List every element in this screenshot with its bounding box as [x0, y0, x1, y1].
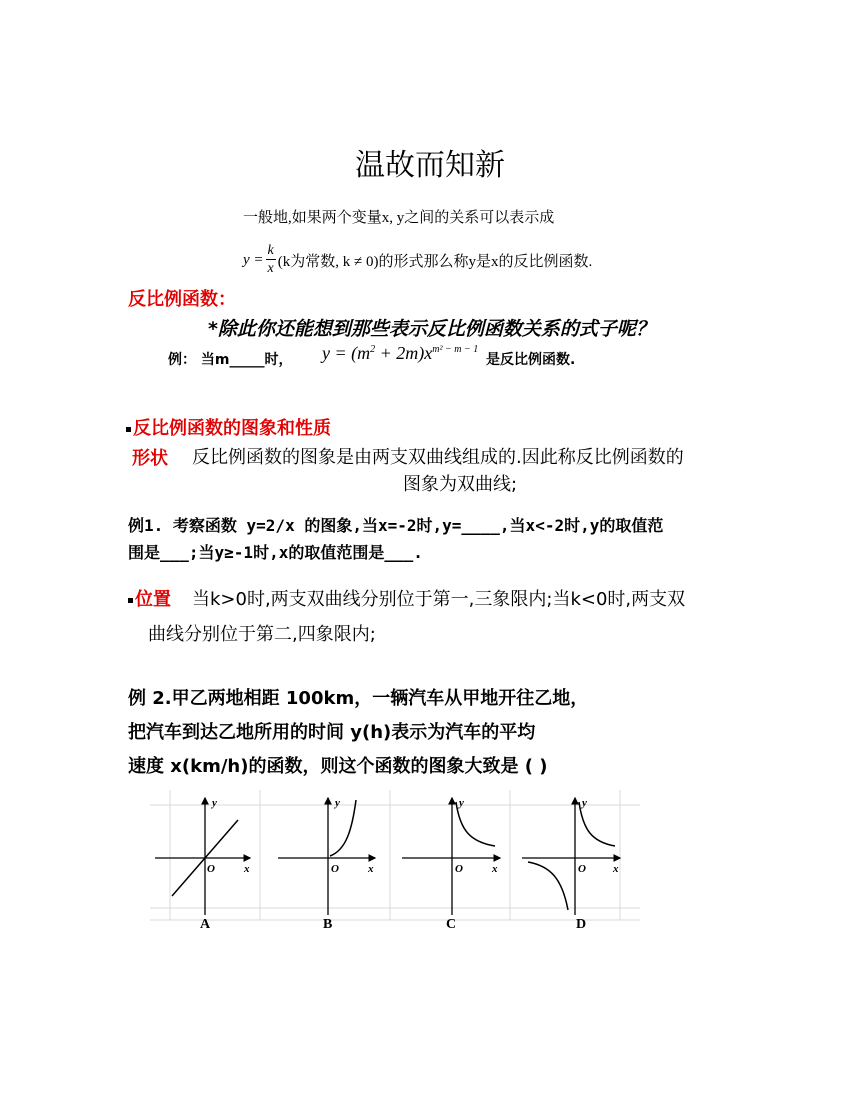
- example1-line-1: 例1. 考察函数 y=2/x 的图象,当x=-2时,y=____,当x<-2时,y的取值范: [128, 516, 664, 535]
- example2-line-1: 例 2.甲乙两地相距 100km，一辆汽车从甲地开往乙地，: [128, 688, 589, 709]
- answer-graphs: [150, 790, 640, 935]
- example1-line-2: 围是___;当y≥-1时,x的取值范围是___.: [128, 543, 423, 562]
- fraction-denominator: x: [267, 261, 274, 276]
- formula-mid: + 2m)x: [375, 343, 433, 363]
- shape-label: 形状: [132, 448, 168, 469]
- graph-b-y-label: y: [335, 797, 340, 809]
- graph-d-curve-2: [528, 862, 568, 910]
- shape-text-line-1: 反比例函数的图象是由两支双曲线组成的.因此称反比例函数的: [192, 447, 684, 468]
- graph-a-x-label: x: [244, 863, 250, 875]
- graph-d-x-label: x: [613, 863, 619, 875]
- graph-label-c: C: [446, 917, 457, 932]
- graph-c-y-label: y: [459, 797, 464, 809]
- definition-tail: 的形式那么称y是x的反比例函数.: [378, 253, 593, 270]
- example2-line-2: 把汽车到达乙地所用的时间 y(h)表示为汽车的平均: [128, 722, 536, 743]
- position-text-line-1: 当k>0时,两支双曲线分别位于第一,三象限内;当k<0时,两支双: [192, 589, 686, 610]
- position-label: [128, 585, 171, 611]
- graph-b-curve: [330, 800, 356, 856]
- example0-formula: [322, 343, 478, 364]
- formula-square: 2: [370, 344, 376, 355]
- graph-b: [278, 798, 375, 915]
- graph-b-x-label: x: [368, 863, 374, 875]
- graph-d-origin: O: [578, 863, 586, 875]
- page-title: 温故而知新: [355, 148, 505, 183]
- example0-suffix: 是反比例函数.: [486, 352, 576, 368]
- section-heading-graph: [126, 414, 331, 440]
- bullet-icon: [128, 598, 133, 603]
- definition-paren: (k为常数, k ≠ 0): [277, 253, 379, 270]
- position-text-line-2: 曲线分别位于第二,四象限内;: [148, 624, 376, 645]
- definition-line-1: 一般地,如果两个变量x, y之间的关系可以表示成: [243, 210, 555, 226]
- graph-label-d: D: [576, 917, 587, 932]
- graph-label-a: A: [200, 917, 211, 932]
- section-heading-inverse: 反比例函数：: [128, 289, 236, 310]
- graph-d: [522, 798, 620, 915]
- definition-line-2: [243, 244, 592, 276]
- fraction-numerator: k: [267, 243, 274, 258]
- graph-a: [155, 798, 250, 915]
- section-heading-graph-text: 反比例函数的图象和性质: [133, 418, 331, 439]
- example0-prefix: 例： 当m_____时，: [168, 352, 293, 368]
- graph-d-y-label: y: [582, 797, 587, 809]
- question-text: *除此你还能想到那些表示反比例函数关系的式子呢？: [208, 318, 655, 340]
- graph-c-x-label: x: [492, 863, 498, 875]
- graph-a-origin: O: [207, 863, 215, 875]
- graph-a-y-label: y: [212, 797, 217, 809]
- example2-line-3: 速度 x(km/h)的函数，则这个函数的图象大致是 ( ): [128, 756, 548, 777]
- graph-c: [402, 798, 500, 915]
- formula-exponent: m² − m − 1: [432, 344, 479, 355]
- graph-b-origin: O: [331, 863, 339, 875]
- graph-label-b: B: [323, 917, 333, 932]
- definition-eq-lhs: y =: [243, 251, 264, 268]
- position-label-text: 位置: [135, 589, 171, 610]
- shape-text-line-2: 图象为双曲线;: [402, 474, 518, 495]
- definition-fraction: [266, 244, 276, 276]
- graph-c-origin: O: [455, 863, 463, 875]
- formula-base: y = (m: [322, 343, 371, 363]
- bullet-icon: [126, 427, 131, 432]
